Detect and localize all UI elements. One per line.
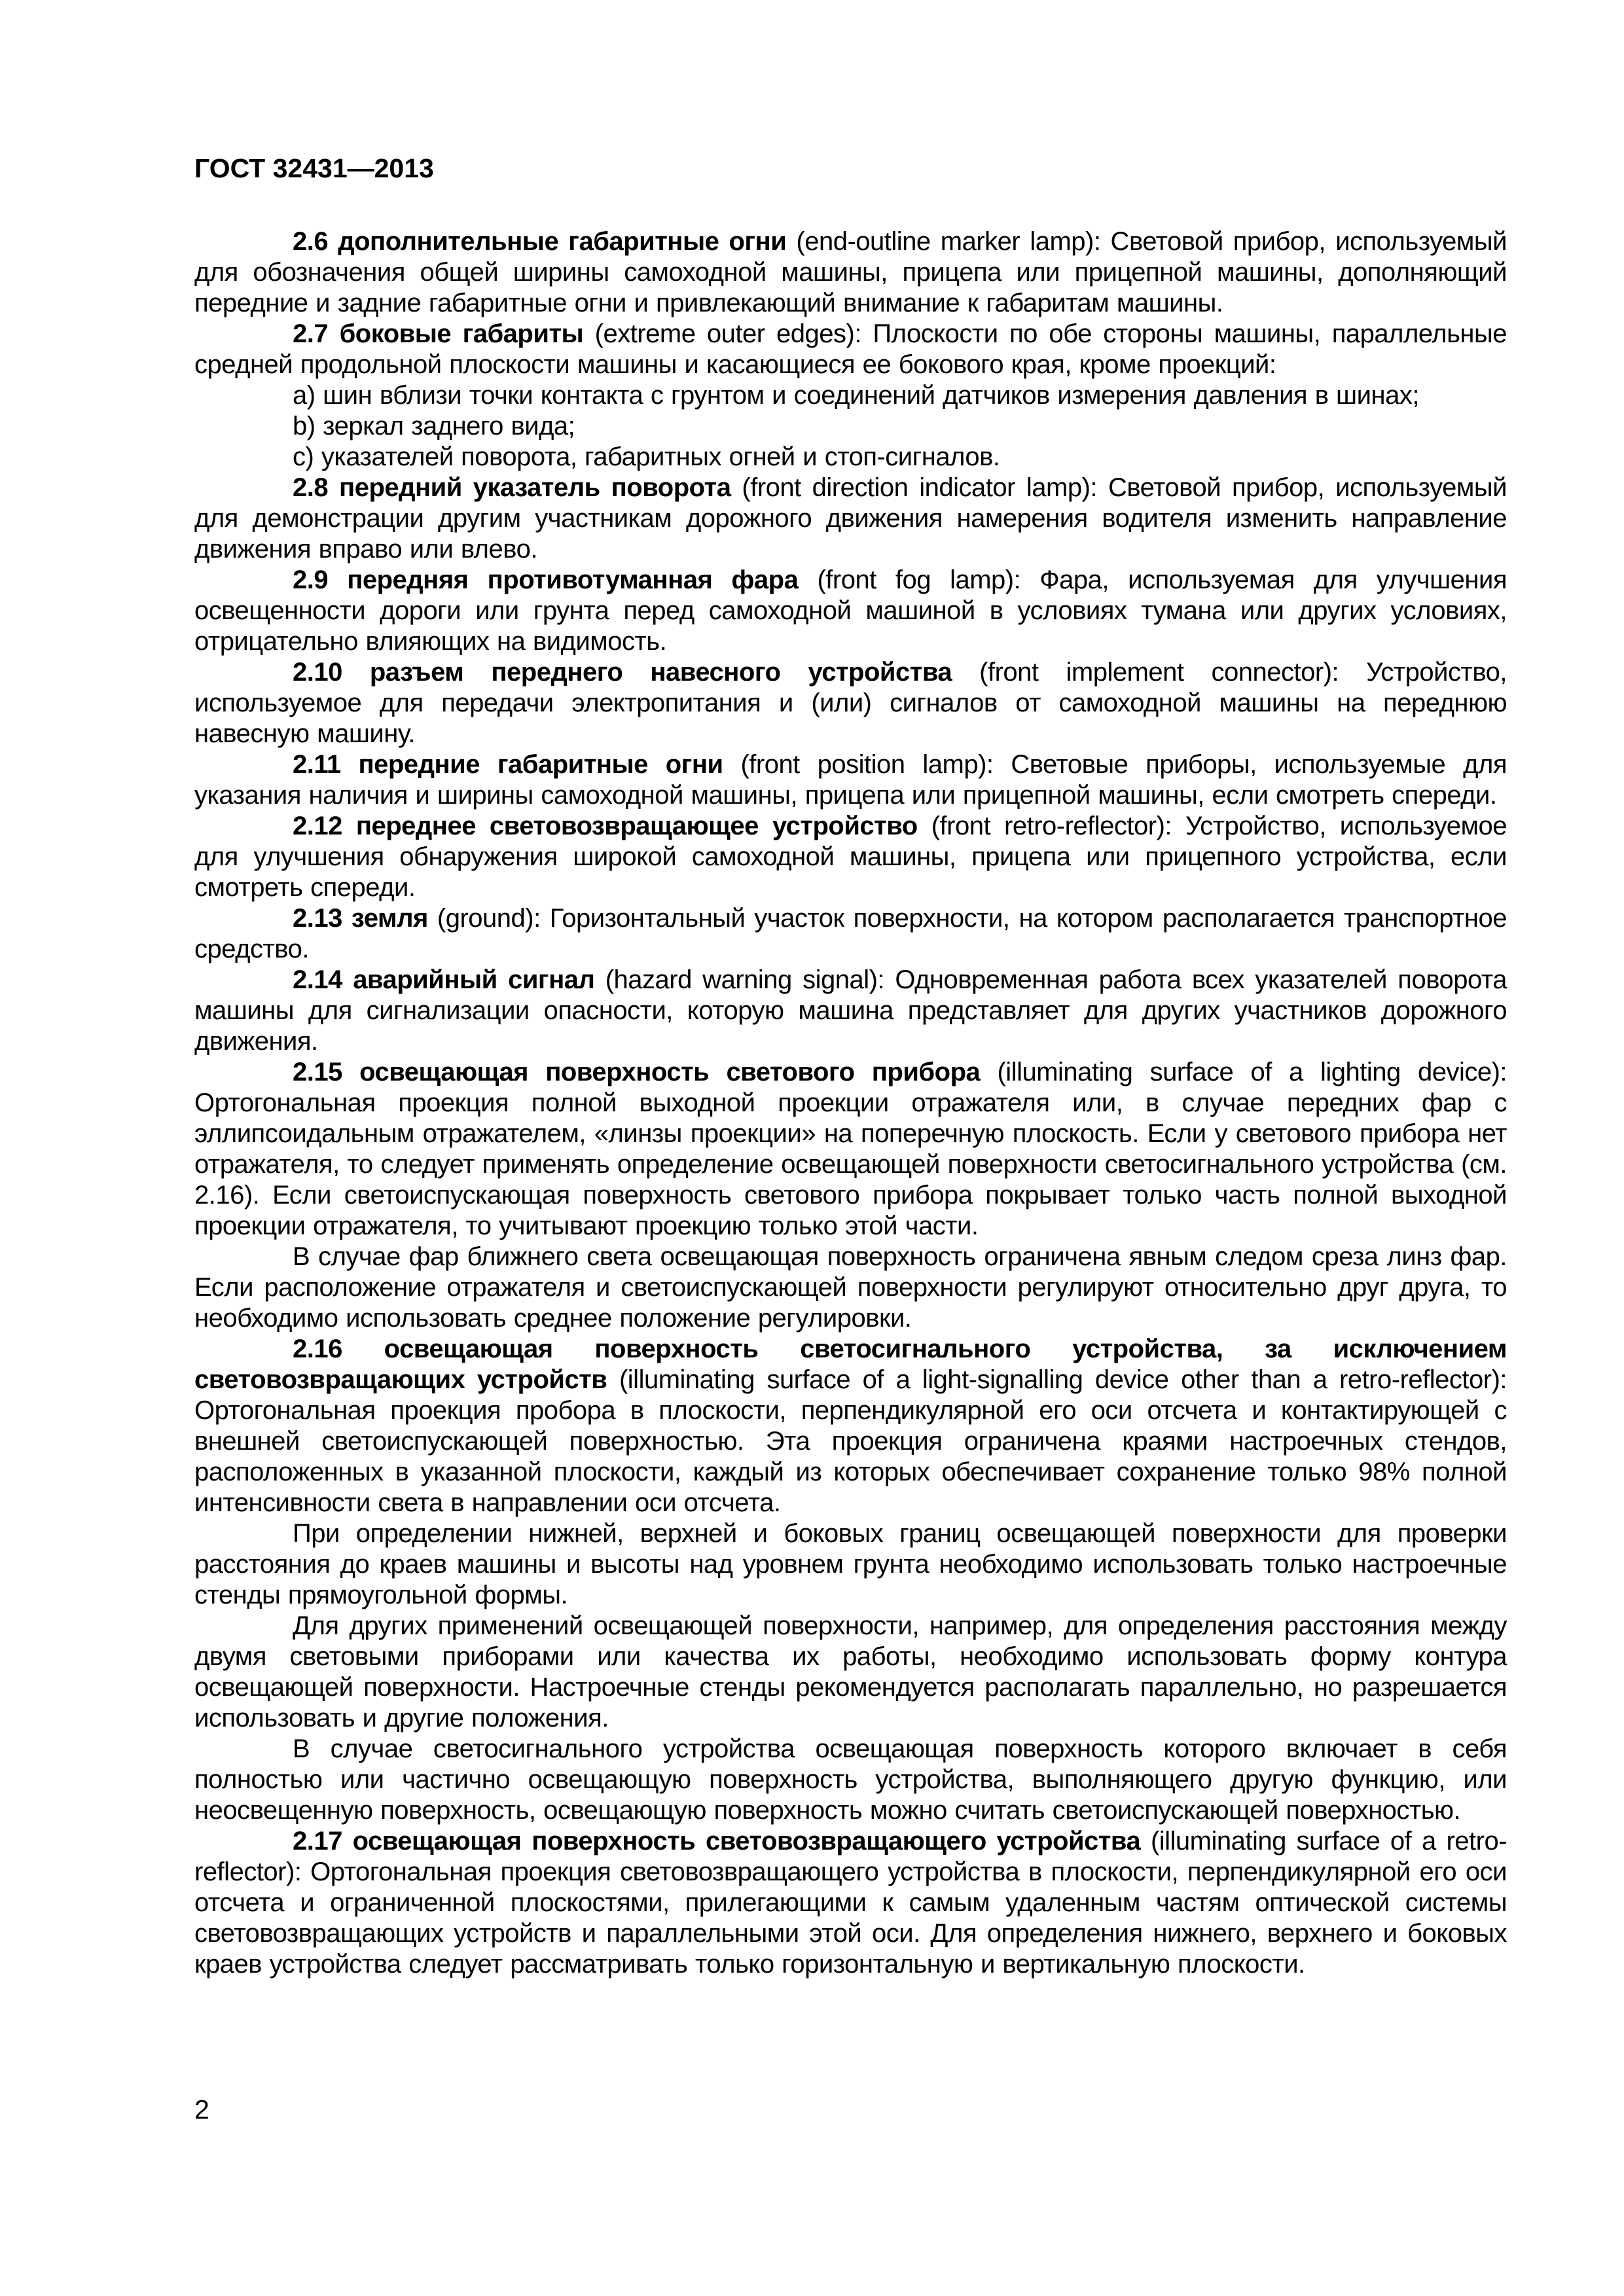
clause-term: освещающая поверхность светосигнального устройства, за исключением световозвращающих устройств — [194, 1335, 1507, 1394]
clause-term: боковые габариты — [339, 319, 584, 348]
clause-term: освещающая поверхность световозвращающего устройства — [352, 1827, 1141, 1856]
note-text: При определении нижней, верхней и боковых границ освещающей поверхности для проверки расстояния до краев машины и высоты над уровнем грунта необходимо использовать только настроечные стенды прямоугольной формы. — [194, 1519, 1507, 1609]
note-paragraph — [194, 1611, 1507, 1734]
clause-term: передние габаритные огни — [358, 750, 723, 779]
clause-text: (illuminating surface of a retro-reflector): Ортогональная проекция световозвращающего устройства в плоскости, перпендикулярной его оси отсчета и ограниченной плоскостями, прилегающими к самым удаленным частям оптической системы световозвращающих устройств и параллельными этой оси. Для определения нижнего, верхнего и боковых краев устройства следует рассматривать только горизонтальную и вертикальную плоскости. — [194, 1827, 1507, 1979]
clause-text: (front implement connector): Устройство, используемое для передачи электропитания и (или) сигналов от самоходной машины на переднюю навесную машину. — [194, 658, 1507, 748]
clause-text: (front direction indicator lamp): Световой прибор, используемый для демонстрации другим участникам дорожного движения намерения водителя изменить направление движения вправо или влево. — [194, 473, 1507, 564]
clause-text: (extreme outer edges): Плоскости по обе стороны машины, параллельные средней продольной плоскости машины и касающиеся ее бокового края, кроме проекций: — [194, 319, 1507, 379]
clause-text: (front position lamp): Световые приборы, используемые для указания наличия и ширины самоходной машины, прицепа или прицепной машины, если смотреть спереди. — [194, 750, 1507, 810]
clause-number: 2.7 — [293, 319, 329, 348]
clause-2-7 — [194, 319, 1507, 380]
clause-number: 2.8 — [293, 473, 329, 502]
clause-term: переднее световозвращающее устройство — [355, 812, 918, 840]
list-item-c — [194, 442, 1507, 473]
clause-number: 2.9 — [293, 565, 329, 594]
note-paragraph — [194, 1242, 1507, 1334]
clause-term: передняя противотуманная фара — [347, 565, 799, 594]
clause-number: 2.14 — [293, 965, 342, 994]
list-item-text: c) указателей поворота, габаритных огней и стоп-сигналов. — [293, 442, 1000, 471]
list-item-text: b) зеркал заднего вида; — [293, 412, 575, 440]
clause-2-12 — [194, 811, 1507, 903]
clause-text: (front fog lamp): Фара, используемая для улучшения освещенности дороги или грунта перед самоходной машиной в условиях тумана или других условиях, отрицательно влияющих на видимость. — [194, 565, 1507, 656]
clause-text: (hazard warning signal): Одновременная работа всех указателей поворота машины для сигнализации опасности, которую машина представляет для других участников дорожного движения. — [194, 965, 1507, 1056]
clause-term: разъем переднего навесного устройства — [369, 658, 952, 687]
note-text: В случае фар ближнего света освещающая поверхность ограничена явным следом среза линз фар. Если расположение отражателя и светоиспускающей поверхности регулируют относительно друг друга, то необходимо использовать среднее положение регулировки. — [194, 1242, 1507, 1333]
clause-text: (end-outline marker lamp): Световой прибор, используемый для обозначения общей ширины самоходной машины, прицепа или прицепной машины, дополняющий передние и задние габаритные огни и привлекающий внимание к габаритам машины. — [194, 227, 1507, 317]
clause-text: (illuminating surface of a light-signalling device other than a retro-reflector): Ортогональная проекция пробора в плоскости, перпендикулярной его оси отсчета и контактирующей с внешней светоиспускающей поверхностью. Эта проекция ограничена краями настроечных стендов, расположенных в указанной плоскости, каждый из которых обеспечивает сохранение только 98% полной интенсивности света в направлении оси отсчета. — [194, 1365, 1507, 1517]
clause-term: дополнительные габаритные огни — [338, 227, 787, 256]
list-item-text: a) шин вблизи точки контакта с грунтом и соединений датчиков измерения давления в шинах; — [293, 381, 1419, 410]
note-text: В случае светосигнального устройства освещающая поверхность которого включает в себя полностью или частично освещающую поверхность устройства, выполняющего другую функцию, или неосвещенную поверхность, освещающую поверхность можно считать светоиспускающей поверхностью. — [194, 1734, 1507, 1825]
clause-number: 2.12 — [293, 812, 342, 840]
list-item-a — [194, 380, 1507, 411]
clause-2-9 — [194, 565, 1507, 657]
clause-term: передний указатель поворота — [339, 473, 731, 502]
document-body — [194, 226, 1507, 1980]
clause-number: 2.16 — [293, 1335, 342, 1363]
clause-number: 2.13 — [293, 904, 342, 933]
document-header: ГОСТ 32431—2013 — [194, 153, 434, 183]
clause-number: 2.15 — [293, 1058, 342, 1086]
clause-2-10 — [194, 657, 1507, 749]
clause-text: (illuminating surface of a lighting device): Ортогональная проекция полной выходной проекции отражателя или, в случае передних фар с эллипсоидальным отражателем, «линзы проекции» на поперечную плоскость. Если у светового прибора нет отражателя, то следует применять определение освещающей поверхности светосигнального устройства (см. 2.16). Если светоиспускающая поверхность светового прибора покрывает только часть полной выходной проекции отражателя, то учитывают проекцию только этой части. — [194, 1058, 1507, 1240]
note-paragraph — [194, 1734, 1507, 1826]
clause-term: освещающая поверхность светового прибора — [359, 1058, 981, 1086]
clause-2-6 — [194, 226, 1507, 319]
clause-2-13 — [194, 903, 1507, 965]
clause-number: 2.17 — [293, 1827, 342, 1856]
clause-2-8 — [194, 473, 1507, 565]
note-text: Для других применений освещающей поверхности, например, для определения расстояния между двумя световыми приборами или качества их работы, необходимо использовать форму контура освещающей поверхности. Настроечные стенды рекомендуется располагать параллельно, но разрешается использовать и другие положения. — [194, 1611, 1507, 1732]
list-item-b — [194, 411, 1507, 442]
clause-2-16 — [194, 1334, 1507, 1518]
clause-number: 2.10 — [293, 658, 342, 687]
clause-term: аварийный сигнал — [353, 965, 595, 994]
clause-text: (ground): Горизонтальный участок поверхности, на котором располагается транспортное средство. — [194, 904, 1507, 963]
clause-2-11 — [194, 749, 1507, 811]
clause-term: земля — [351, 904, 428, 933]
clause-2-14 — [194, 965, 1507, 1057]
clause-text: (front retro-reflector): Устройство, используемое для улучшения обнаружения широкой самоходной машины, прицепа или прицепного устройства, если смотреть спереди. — [194, 812, 1507, 902]
page-number: 2 — [194, 2094, 209, 2125]
clause-number: 2.11 — [293, 750, 341, 779]
clause-2-15 — [194, 1057, 1507, 1242]
note-paragraph — [194, 1518, 1507, 1611]
clause-2-17 — [194, 1826, 1507, 1980]
clause-number: 2.6 — [293, 227, 329, 256]
